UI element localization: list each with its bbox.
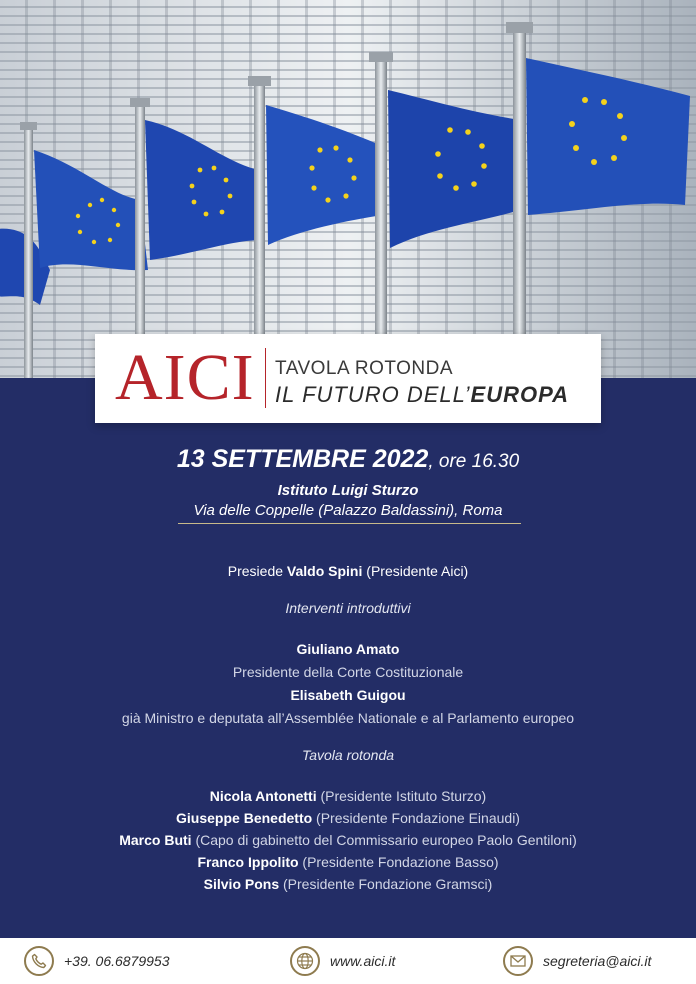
venue: Istituto Luigi Sturzo bbox=[277, 482, 419, 499]
intro-label: Interventi introduttivi bbox=[285, 600, 411, 616]
website-link[interactable]: www.aici.it bbox=[330, 953, 396, 969]
phone-contact[interactable] bbox=[24, 944, 170, 978]
panel-label: Tavola rotonda bbox=[301, 747, 395, 763]
panelist: Giuseppe Benedetto (Presidente Fondazione Einaudi) bbox=[176, 810, 520, 826]
speaker-name: Giuliano Amato bbox=[296, 641, 400, 657]
panelist: Franco Ippolito (Presidente Fondazione Basso) bbox=[197, 854, 499, 870]
globe-icon bbox=[290, 946, 320, 976]
hero-image bbox=[0, 0, 696, 378]
address-underline bbox=[178, 523, 521, 524]
phone-number: +39. 06.6879953 bbox=[64, 953, 170, 969]
eu-flags-illustration bbox=[0, 0, 696, 378]
email-contact[interactable] bbox=[503, 944, 651, 978]
envelope-icon bbox=[503, 946, 533, 976]
phone-icon bbox=[24, 946, 54, 976]
title-divider bbox=[265, 348, 266, 408]
panelist: Marco Buti (Capo di gabinetto del Commissario europeo Paolo Gentiloni) bbox=[119, 832, 577, 848]
speaker-role: già Ministro e deputata all’Assemblée Nationale e al Parlamento europeo bbox=[121, 710, 575, 726]
event-date: 13 SETTEMBRE 2022 bbox=[176, 445, 429, 473]
email-link[interactable]: segreteria@aici.it bbox=[543, 953, 652, 969]
panelist: Silvio Pons (Presidente Fondazione Gramsci) bbox=[203, 876, 493, 892]
contact-footer bbox=[0, 938, 696, 984]
event-details bbox=[0, 423, 696, 938]
event-type: TAVOLA ROTONDA bbox=[275, 358, 454, 379]
speaker-name: Elisabeth Guigou bbox=[290, 687, 406, 703]
event-title: IL FUTURO DELL’EUROPA bbox=[275, 382, 570, 407]
chair-line: Presiede Valdo Spini (Presidente Aici) bbox=[227, 563, 469, 579]
event-time: , ore 16.30 bbox=[428, 451, 520, 472]
speaker-role: Presidente della Corte Costituzionale bbox=[232, 664, 464, 680]
date-line bbox=[0, 445, 696, 474]
title-box bbox=[95, 334, 601, 423]
website-contact[interactable] bbox=[290, 944, 395, 978]
aici-logo: AICI bbox=[115, 341, 255, 414]
address: Via delle Coppelle (Palazzo Baldassini), Roma bbox=[193, 502, 503, 519]
panelist: Nicola Antonetti (Presidente Istituto Sturzo) bbox=[209, 788, 487, 804]
